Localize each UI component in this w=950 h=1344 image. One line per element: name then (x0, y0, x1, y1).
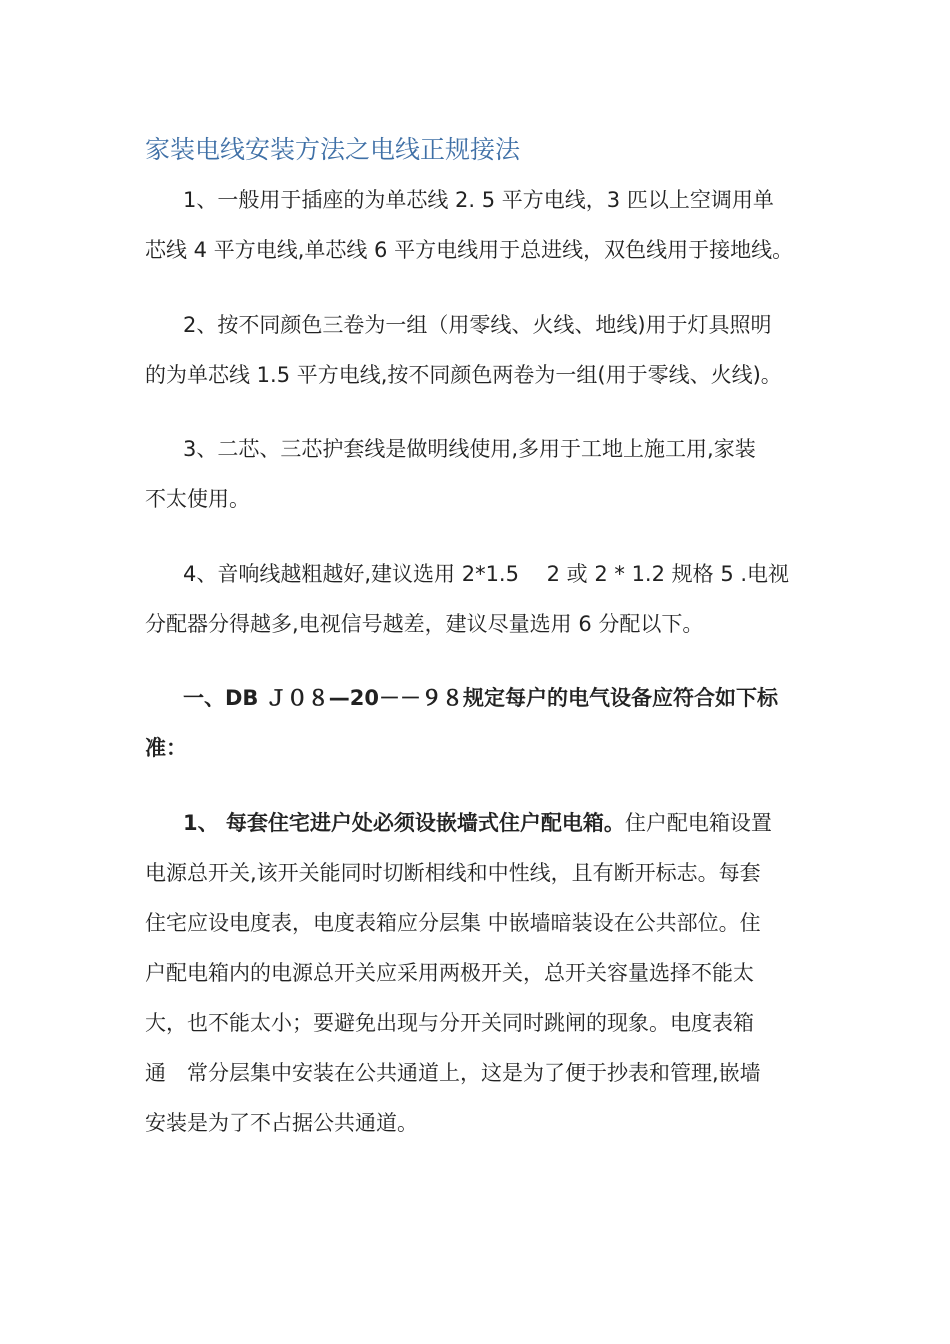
paragraph-line: 分配器分得越多,电视信号越差，建议尽量选用 6 分配以下。 (145, 612, 704, 636)
paragraph-4 (145, 549, 810, 649)
bold-lead-text: 1、 每套住宅进户处必须设嵌墙式住户配电箱。 (183, 811, 625, 835)
paragraph-line: 2、按不同颜色三卷为一组（用零线、火线、地线)用于灯具照明 (183, 313, 772, 337)
paragraph-line: 户配电箱内的电源总开关应采用两极开关，总开关容量选择不能太 (145, 961, 754, 985)
paragraph-line: 安装是为了不占据公共通道。 (145, 1111, 418, 1135)
paragraph-5 (145, 798, 810, 1148)
paragraph-line: 通 常分层集中安装在公共通道上，这是为了便于抄表和管理,嵌墙 (145, 1061, 761, 1085)
paragraph-line: 不太使用。 (145, 487, 250, 511)
paragraph-line: 3、二芯、三芯护套线是做明线使用,多用于工地上施工用,家装 (183, 437, 756, 461)
lead-rest-text: 住户配电箱设置 (624, 811, 772, 835)
document-title: 家装电线安装方法之电线正规接法 (145, 135, 521, 164)
paragraph-line: 住宅应设电度表，电度表箱应分层集 中嵌墙暗装设在公共部位。住 (145, 911, 761, 935)
paragraph-line: 1、一般用于插座的为单芯线 2. 5 平方电线，3 匹以上空调用单 (183, 188, 774, 212)
section-heading (145, 673, 810, 773)
paragraph-first-line (145, 798, 810, 848)
paragraph-1 (145, 175, 810, 275)
paragraph-3 (145, 424, 810, 524)
heading-line: 准： (145, 736, 187, 760)
paragraph-line: 的为单芯线 1.5 平方电线,按不同颜色两卷为一组(用于零线、火线)。 (145, 363, 782, 387)
paragraph-2 (145, 300, 810, 400)
paragraph-line: 大，也不能太小；要避免出现与分开关同时跳闸的现象。电度表箱 (145, 1011, 754, 1035)
paragraph-line: 芯线 4 平方电线,单芯线 6 平方电线用于总进线，双色线用于接地线。 (145, 238, 794, 262)
heading-line: 一、DB Ｊ０８—20－－９８规定每户的电气设备应符合如下标 (183, 686, 778, 710)
paragraph-line: 4、音响线越粗越好,建议选用 2*1.5 2 或 2 * 1.2 规格 5 .电视 (183, 562, 790, 586)
paragraph-line: 电源总开关,该开关能同时切断相线和中性线，且有断开标志。每套 (145, 861, 761, 885)
